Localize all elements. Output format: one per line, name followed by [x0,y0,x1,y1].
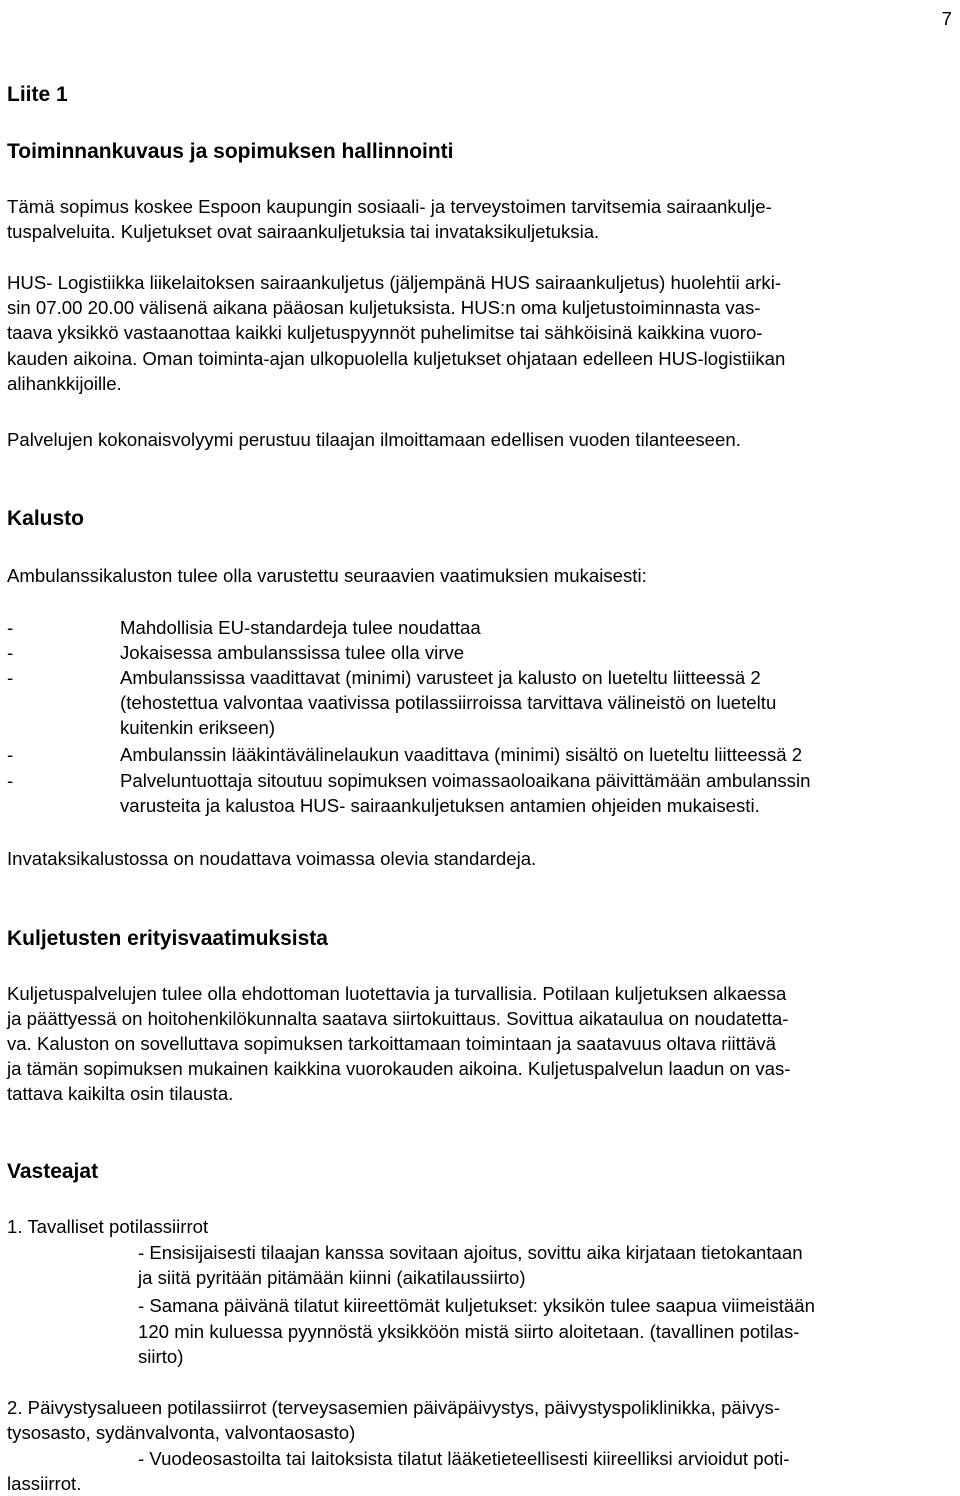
hus-line: alihankkijoille. [7,373,122,394]
bullet-marker: - [7,667,14,688]
vasteajat-item2-end: lassiirrot. [7,1473,82,1494]
vasteajat-item1-line: siirto) [138,1346,184,1367]
vasteajat-item1-line: - Ensisijaisesti tilaajan kanssa sovitaan ajoitus, sovittu aika kirjataan tietokantaan [138,1242,803,1263]
bullet-text: Jokaisessa ambulanssissa tulee olla virve [120,642,465,663]
section-title: Toiminnankuvaus ja sopimuksen hallinnointi [7,140,454,163]
vasteajat-item1-line: ja siitä pyritään pitämään kiinni (aikatilaussiirto) [138,1267,526,1288]
vasteajat-item1-title: 1. Tavalliset potilassiirrot [7,1216,209,1237]
page-number: 7 [941,8,952,29]
bullet-text: (tehostettua valvontaa vaativissa potilassiirroissa tarvittava välineistö on lueteltu [120,692,777,713]
volume-line: Palvelujen kokonaisvolyymi perustuu tilaajan ilmoittamaan edellisen vuoden tilanteeseen. [7,429,741,450]
bullet-marker: - [7,617,14,638]
intro-line: Tämä sopimus koskee Espoon kaupungin sosiaali- ja terveystoimen tarvitsemia sairaankulje- [7,196,772,217]
vasteajat-item1-line: 120 min kuluessa pyynnöstä yksikköön mistä siirto aloitetaan. (tavallinen potilas- [138,1321,800,1342]
intro-line: tuspalveluita. Kuljetukset ovat sairaankuljetuksia tai invataksikuljetuksia. [7,221,600,242]
bullet-text: Ambulanssin lääkintävälinelaukun vaadittava (minimi) sisältö on lueteltu liitteessä 2 [120,744,803,765]
bullet-marker: - [7,770,14,791]
kalusto-intro: Ambulanssikaluston tulee olla varustettu seuraavien vaatimuksien mukaisesti: [7,565,647,586]
erityis-heading: Kuljetusten erityisvaatimuksista [7,927,328,950]
vasteajat-heading: Vasteajat [7,1160,99,1183]
appendix-label: Liite 1 [7,83,68,106]
vasteajat-item1-line: - Samana päivänä tilatut kiireettömät kuljetukset: yksikön tulee saapua viimeistään [138,1295,815,1316]
bullet-marker: - [7,642,14,663]
bullet-marker: - [7,744,14,765]
erityis-line: Kuljetuspalvelujen tulee olla ehdottoman luotettavia ja turvallisia. Potilaan kuljetuksen alkaessa [7,983,787,1004]
bullet-text: kuitenkin erikseen) [120,717,276,738]
erityis-line: ja tämän sopimuksen mukainen kaikkina vuorokauden aikoina. Kuljetuspalvelun laadun on vas- [7,1058,791,1079]
erityis-line: tattava kaikilta osin tilausta. [7,1083,234,1104]
bullet-text: Palveluntuottaja sitoutuu sopimuksen voimassaoloaikana päivittämään ambulanssin [120,770,811,791]
vasteajat-item2-line: 2. Päivystysalueen potilassiirrot (terveysasemien päiväpäivystys, päivystyspoliklinikka, päivys- [7,1397,780,1418]
hus-line: taava yksikkö vastaanottaa kaikki kuljetuspyynnöt puhelimitse tai sähköisinä kaikkina vuoro- [7,322,763,343]
kalusto-heading: Kalusto [7,507,85,530]
erityis-line: ja päättyessä on hoitohenkilökunnalta saatava siirtokuittaus. Sovittua aikataulua on noudatetta- [7,1008,789,1029]
invataksi-line: Invataksikalustossa on noudattava voimassa olevia standardeja. [7,848,537,869]
hus-line: sin 07.00 20.00 välisenä aikana pääosan kuljetuksista. HUS:n oma kuljetustoiminnasta vas- [7,297,761,318]
bullet-text: varusteita ja kalustoa HUS- sairaankuljetuksen antamien ohjeiden mukaisesti. [120,795,760,816]
bullet-text: Ambulanssissa vaadittavat (minimi) varusteet ja kalusto on lueteltu liitteessä 2 [120,667,761,688]
hus-line: HUS- Logistiikka liikelaitoksen sairaankuljetus (jäljempänä HUS sairaankuljetus) huolehtii arki- [7,272,782,293]
hus-line: kauden aikoina. Oman toiminta-ajan ulkopuolella kuljetukset ohjataan edelleen HUS-logistiikan [7,348,786,369]
vasteajat-item2-sub: - Vuodeosastoilta tai laitoksista tilatut lääketieteellisesti kiireelliksi arvioidut poti- [138,1448,790,1469]
vasteajat-item2-line: tysosasto, sydänvalvonta, valvontaosasto) [7,1422,356,1443]
bullet-text: Mahdollisia EU-standardeja tulee noudattaa [120,617,481,638]
erityis-line: va. Kaluston on sovelluttava sopimuksen tarkoittamaan toimintaan ja saatavuus oltava riittävä [7,1033,776,1054]
